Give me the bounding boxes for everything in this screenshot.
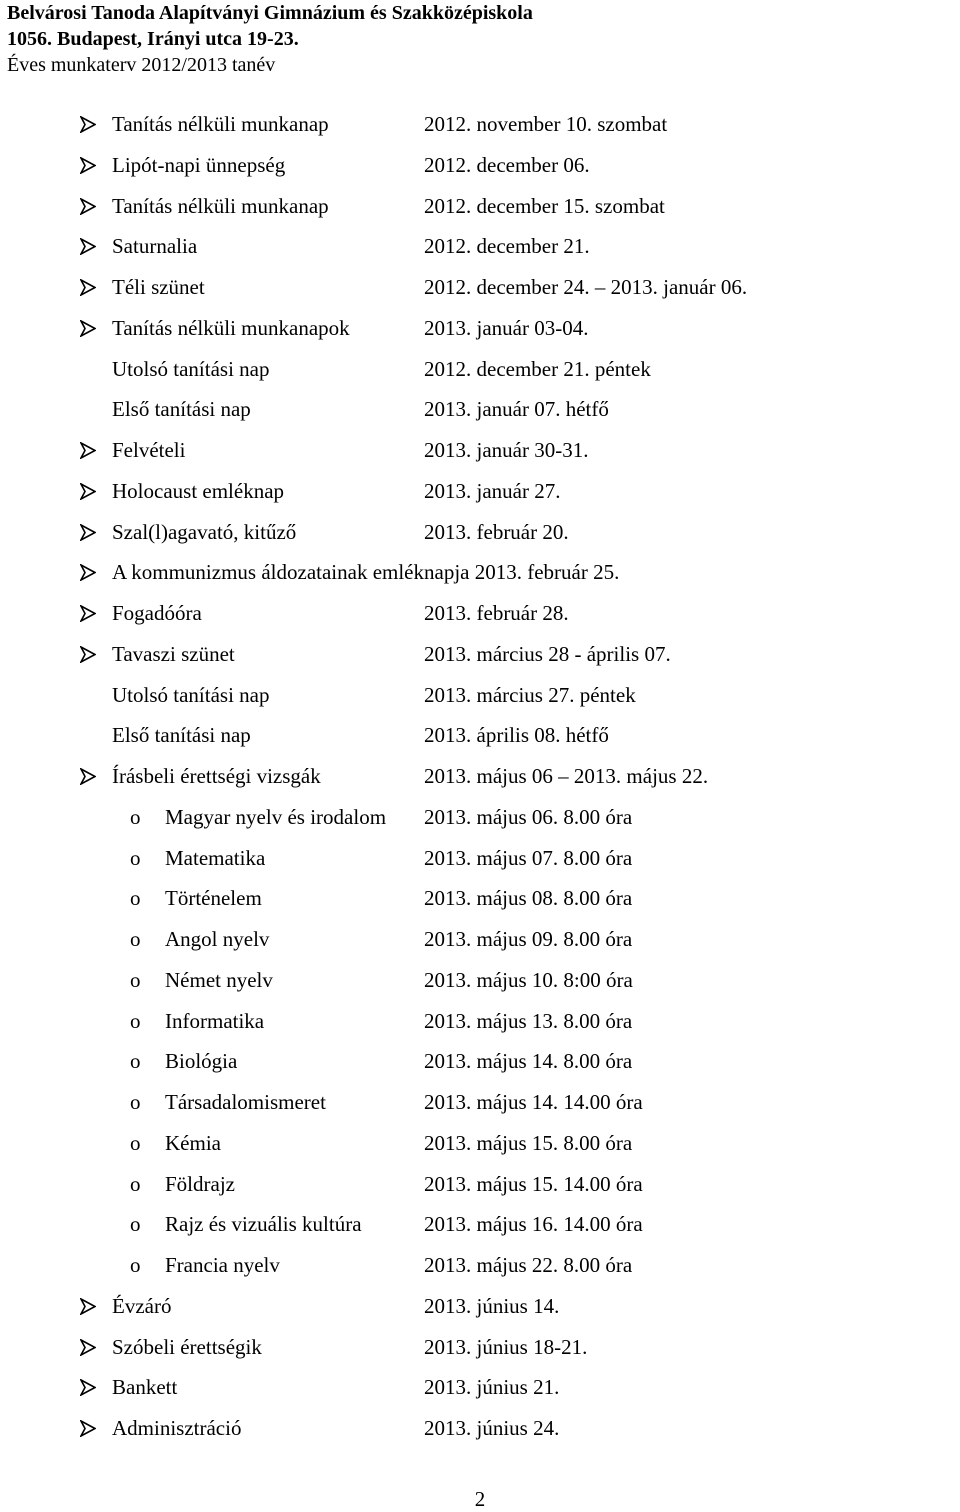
bullet-marker [80, 552, 100, 593]
event-item [0, 186, 960, 227]
arrowhead-bullet-icon [80, 1420, 96, 1437]
bullet-marker [80, 1408, 100, 1449]
event-label: Tanítás nélküli munkanapok [112, 315, 350, 340]
event-label: Évzáró [112, 1293, 172, 1318]
event-date: 2013. április 08. hétfő [424, 723, 609, 748]
event-item [0, 715, 960, 756]
event-date: 2013. május 08. 8.00 óra [424, 886, 633, 911]
sub-bullet-marker: o [130, 886, 141, 911]
event-label: Adminisztráció [112, 1416, 242, 1440]
event-label: Lipót-napi ünnepség [112, 152, 286, 177]
event-item [0, 634, 960, 675]
bullet-marker [80, 308, 100, 349]
sub-bullet-marker: o [130, 804, 141, 829]
bullet-marker [80, 104, 100, 145]
event-date: 2013. május 06 – 2013. május 22. [424, 764, 709, 788]
exam-item [0, 1245, 960, 1286]
event-label: Fogadóóra [112, 601, 202, 625]
arrowhead-bullet-icon [80, 1379, 96, 1396]
arrowhead-bullet-icon [80, 198, 96, 215]
event-item [0, 1327, 960, 1368]
event-label: Francia nyelv [165, 1253, 280, 1277]
sub-bullet-marker: o [130, 1253, 141, 1277]
event-date: 2013. május 10. 8:00 óra [424, 967, 633, 992]
event-date: 2013. március 28 - április 07. [424, 641, 671, 666]
event-label: Matematika [165, 845, 266, 870]
event-item [0, 675, 960, 716]
event-item [0, 308, 960, 349]
event-date: 2013. május 07. 8.00 óra [424, 845, 633, 870]
event-item [0, 756, 960, 797]
sub-bullet-marker: o [130, 845, 141, 870]
event-date: 2013. január 03-04. [424, 315, 589, 340]
arrowhead-bullet-icon [80, 157, 96, 174]
exam-item [0, 1204, 960, 1245]
event-item [0, 267, 960, 308]
event-date: 2013. február 28. [424, 601, 569, 625]
event-date: 2012. december 21. [424, 234, 590, 259]
event-item [0, 512, 960, 553]
event-item [0, 226, 960, 267]
exam-item [0, 1001, 960, 1042]
event-item [0, 145, 960, 186]
event-date: 2013. május 13. 8.00 óra [424, 1008, 633, 1033]
exam-item [0, 838, 960, 879]
event-date: 2013. június 14. [424, 1293, 560, 1318]
event-item [0, 349, 960, 390]
sub-bullet-marker: o [130, 1090, 141, 1114]
arrowhead-bullet-icon [80, 483, 96, 500]
sub-bullet-marker: o [130, 1008, 141, 1033]
event-item [0, 104, 960, 145]
event-date: 2013. január 07. hétfő [424, 397, 609, 422]
arrowhead-bullet-icon [80, 442, 96, 459]
event-date: 2012. december 24. – 2013. január 06. [424, 275, 748, 299]
bullet-marker [80, 756, 100, 797]
event-date: 2013. március 27. péntek [424, 682, 636, 707]
event-date: 2012. december 06. [424, 152, 590, 177]
event-label: Kémia [165, 1130, 221, 1155]
event-label: Magyar nyelv és irodalom [165, 804, 387, 829]
event-label: A kommunizmus áldozatainak emléknapja 2013. február 25. [112, 560, 620, 585]
event-date: 2013. május 14. 14.00 óra [424, 1090, 643, 1114]
event-label: Társadalomismeret [165, 1090, 326, 1114]
arrowhead-bullet-icon [80, 564, 96, 581]
event-label: Tavaszi szünet [112, 641, 235, 666]
bullet-marker [80, 1327, 100, 1368]
event-label: Szal(l)agavató, kitűző [112, 519, 297, 544]
arrowhead-bullet-icon [80, 279, 96, 296]
sub-bullet-marker: o [130, 1171, 141, 1196]
bullet-marker [80, 186, 100, 227]
event-date: 2013. június 24. [424, 1416, 560, 1440]
event-item [0, 552, 960, 593]
sub-bullet-marker: o [130, 967, 141, 992]
event-label: Első tanítási nap [112, 723, 251, 748]
event-item [0, 430, 960, 471]
exam-item [0, 797, 960, 838]
event-date: 2013. január 27. [424, 478, 561, 503]
event-item [0, 593, 960, 634]
bullet-marker [80, 1286, 100, 1327]
exam-item [0, 1041, 960, 1082]
event-date: 2013. június 21. [424, 1375, 560, 1400]
event-label: Biológia [165, 1049, 238, 1074]
school-name: Belvárosi Tanoda Alapítványi Gimnázium és Szakközépiskola [7, 2, 533, 24]
sub-bullet-marker: o [130, 927, 141, 951]
sub-bullet-marker: o [130, 1212, 141, 1237]
arrowhead-bullet-icon [80, 238, 96, 255]
event-date: 2013. június 18-21. [424, 1334, 588, 1359]
arrowhead-bullet-icon [80, 646, 96, 663]
event-date: 2013. február 25. [474, 560, 620, 585]
plan-title: Éves munkaterv 2012/2013 tanév [7, 54, 276, 76]
event-label: Informatika [165, 1008, 265, 1033]
sub-bullet-marker: o [130, 1130, 141, 1155]
event-label: Saturnalia [112, 234, 198, 259]
event-date: 2012. december 21. péntek [424, 356, 651, 381]
event-label: Írásbeli érettségi vizsgák [112, 764, 321, 788]
event-label: Angol nyelv [165, 927, 270, 951]
event-item [0, 389, 960, 430]
event-label: Tanítás nélküli munkanap [112, 193, 329, 218]
event-date: 2013. május 14. 8.00 óra [424, 1049, 633, 1074]
arrowhead-bullet-icon [80, 320, 96, 337]
event-label: Történelem [165, 886, 262, 911]
arrowhead-bullet-icon [80, 1298, 96, 1315]
event-item [0, 471, 960, 512]
bullet-marker [80, 430, 100, 471]
event-label: Első tanítási nap [112, 397, 251, 422]
event-date: 2013. február 20. [424, 519, 569, 544]
event-date: 2012. november 10. szombat [424, 112, 668, 136]
event-label: Felvételi [112, 438, 186, 462]
page-number: 2 [474, 1487, 486, 1511]
arrowhead-bullet-icon [80, 524, 96, 541]
event-label: Tanítás nélküli munkanap [112, 112, 329, 136]
event-item [0, 1367, 960, 1408]
event-date: 2012. december 15. szombat [424, 193, 665, 218]
event-label: Utolsó tanítási nap [112, 356, 270, 381]
bullet-marker [80, 226, 100, 267]
document-header [7, 0, 533, 78]
event-list [0, 104, 960, 1449]
sub-bullet-marker: o [130, 1049, 141, 1074]
bullet-marker [80, 634, 100, 675]
exam-item [0, 960, 960, 1001]
arrowhead-bullet-icon [80, 116, 96, 133]
event-date: 2013. május 09. 8.00 óra [424, 927, 633, 951]
bullet-marker [80, 1367, 100, 1408]
event-label: Téli szünet [112, 275, 205, 299]
bullet-marker [80, 512, 100, 553]
event-label: Utolsó tanítási nap [112, 682, 270, 707]
event-label: Szóbeli érettségik [112, 1334, 262, 1359]
bullet-marker [80, 471, 100, 512]
event-label: Földrajz [165, 1171, 235, 1196]
exam-item [0, 878, 960, 919]
event-item [0, 1286, 960, 1327]
event-date: 2013. január 30-31. [424, 438, 589, 462]
event-date: 2013. május 15. 8.00 óra [424, 1130, 633, 1155]
event-date: 2013. május 15. 14.00 óra [424, 1171, 643, 1196]
arrowhead-bullet-icon [80, 768, 96, 785]
event-label: Rajz és vizuális kultúra [165, 1212, 362, 1237]
arrowhead-bullet-icon [80, 1339, 96, 1356]
school-address: 1056. Budapest, Irányi utca 19-23. [7, 28, 299, 50]
event-item [0, 1408, 960, 1449]
event-date: 2013. május 06. 8.00 óra [424, 804, 633, 829]
event-label: Holocaust emléknap [112, 478, 285, 503]
exam-item [0, 1164, 960, 1205]
exam-item [0, 1123, 960, 1164]
event-label: Német nyelv [165, 967, 273, 992]
exam-item [0, 1082, 960, 1123]
bullet-marker [80, 267, 100, 308]
event-date: 2013. május 22. 8.00 óra [424, 1253, 633, 1277]
exam-item [0, 919, 960, 960]
arrowhead-bullet-icon [80, 605, 96, 622]
bullet-marker [80, 593, 100, 634]
event-label: Bankett [112, 1375, 178, 1400]
bullet-marker [80, 145, 100, 186]
event-date: 2013. május 16. 14.00 óra [424, 1212, 643, 1237]
